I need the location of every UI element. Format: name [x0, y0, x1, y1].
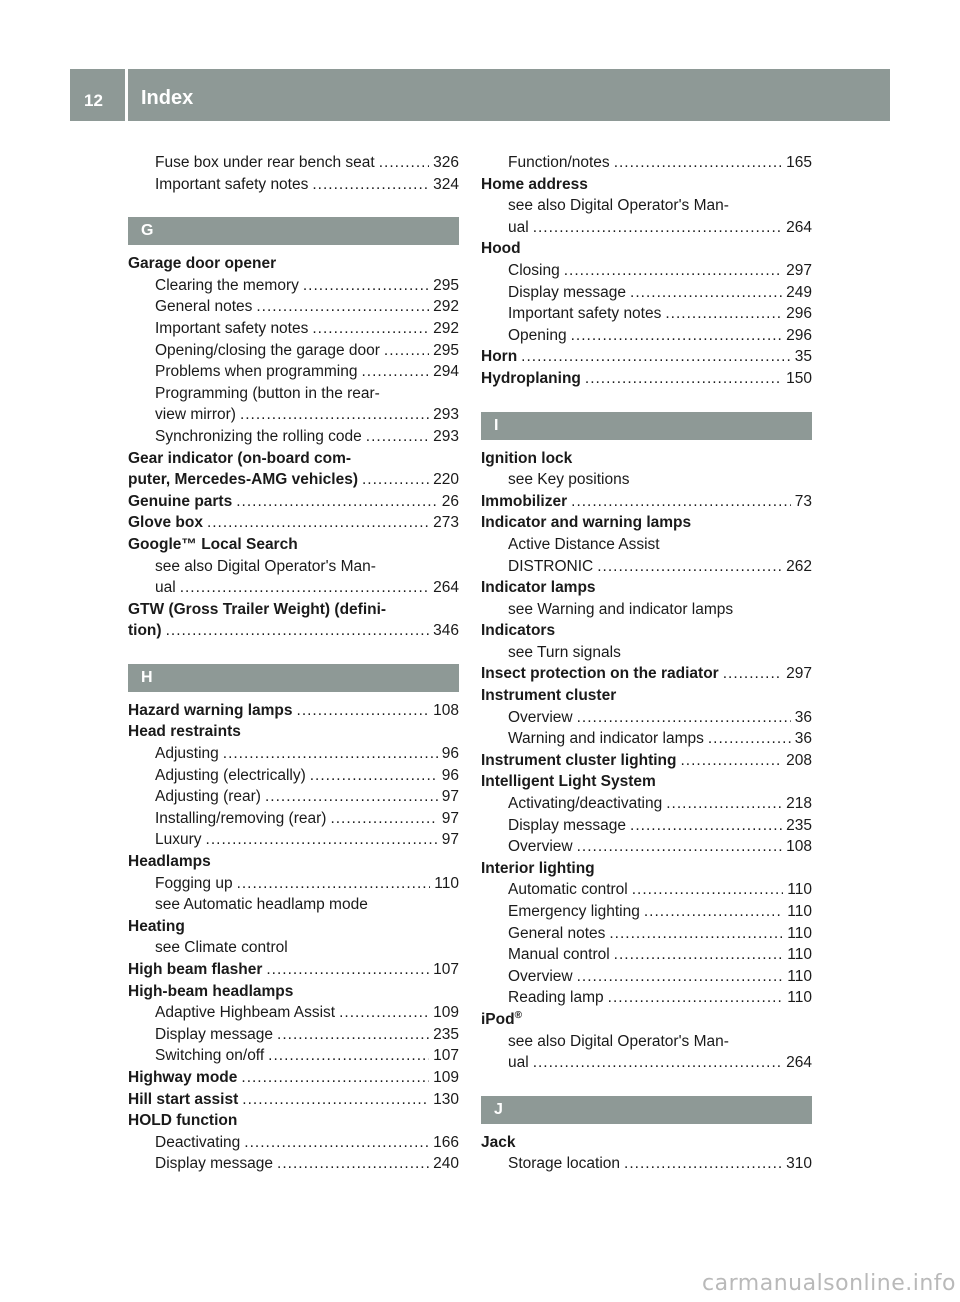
dot-leader [680, 750, 782, 772]
dot-leader [564, 260, 782, 282]
entry-label: Luxury [155, 831, 202, 849]
entry-label: Display message [508, 816, 627, 834]
registered-mark: ® [514, 1009, 522, 1021]
index-subentry [481, 944, 812, 966]
dot-leader [630, 282, 782, 304]
entry-label: High beam flasher [128, 961, 263, 978]
entry-label: Emergency lighting [508, 903, 640, 920]
entry-label: Hood [481, 240, 521, 258]
entry-label: Switching on/off [155, 1047, 265, 1065]
entry-label: Activating/deactivating [508, 795, 663, 813]
entry-label: Deactivating [155, 1133, 241, 1151]
index-subentry [128, 1153, 459, 1175]
entry-label: Indicator lamps [481, 579, 596, 597]
entry-label: Warning and indicator lamps [508, 730, 704, 748]
entry-label: view mirror) [155, 406, 236, 424]
dot-leader [614, 944, 784, 966]
index-subentry [128, 1045, 459, 1067]
entry-page: 297 [786, 665, 812, 683]
index-entry [481, 491, 812, 513]
dot-leader [571, 491, 791, 513]
index-subentry [481, 793, 812, 815]
index-entry [128, 721, 459, 743]
entry-page: 35 [794, 348, 812, 366]
entry-page: 262 [786, 557, 812, 575]
entry-label: Glove box [128, 514, 203, 532]
entry-label: Fuse box under rear bench seat [155, 154, 375, 171]
entry-label: Active Distance Assist [508, 535, 660, 553]
entry-label: Hazard warning lamps [128, 701, 293, 719]
entry-page: 324 [433, 175, 459, 193]
index-subentry [481, 1052, 812, 1074]
entry-page: 96 [441, 766, 459, 784]
index-subentry [481, 728, 812, 750]
index-subentry [481, 195, 812, 217]
index-subentry [481, 1031, 812, 1053]
entry-label: Important safety notes [155, 175, 309, 193]
index-subentry [128, 786, 459, 808]
entry-page: 110 [787, 881, 812, 899]
dot-leader [266, 959, 429, 981]
index-subentry [481, 217, 812, 239]
index-subentry [481, 260, 812, 282]
entry-label: ual [508, 1054, 529, 1072]
dot-leader [577, 966, 784, 988]
entry-label: Adjusting [155, 745, 219, 763]
index-entry [481, 238, 812, 260]
section-letter-j: J [481, 1096, 812, 1124]
entry-page: 295 [433, 276, 459, 294]
index-subentry [481, 836, 812, 858]
entry-label: Overview [508, 708, 573, 726]
entry-label: Gear indicator (on-board com- [128, 449, 352, 467]
dot-leader [533, 217, 782, 239]
entry-label: Adjusting (electrically) [155, 766, 306, 784]
entry-page: 108 [433, 701, 459, 719]
index-subentry [128, 873, 459, 895]
dot-leader [608, 987, 784, 1009]
entry-label: Adaptive Highbeam Assist [155, 1004, 336, 1022]
entry-label: Overview [508, 838, 573, 856]
entry-page: 208 [786, 751, 812, 769]
entry-label: Heating [128, 917, 185, 935]
entry-page: 109 [433, 1004, 459, 1022]
index-entry [481, 663, 812, 685]
index-subentry [481, 599, 812, 621]
dot-leader [277, 1153, 429, 1175]
index-subentry [481, 707, 812, 729]
index-subentry [128, 808, 459, 830]
entry-label: Google™ Local Search [128, 535, 298, 553]
index-entry [128, 1110, 459, 1132]
entry-page: 293 [433, 406, 459, 424]
entry-label: Insect protection on the radiator [481, 665, 719, 683]
index-entry [481, 448, 812, 470]
dot-leader [609, 923, 783, 945]
entry-page: 264 [786, 1054, 812, 1072]
entry-page: 107 [433, 961, 459, 978]
entry-page: 326 [433, 154, 459, 171]
index-subentry [128, 174, 459, 196]
index-subentry [128, 577, 459, 599]
entry-label: Head restraints [128, 723, 241, 741]
entry-page: 110 [787, 924, 812, 942]
index-entry [481, 685, 812, 707]
entry-page: 150 [786, 369, 812, 387]
index-entry [481, 346, 812, 368]
entry-label: Immobilizer [481, 492, 568, 510]
dot-leader [237, 873, 431, 895]
entry-label: Storage location [508, 1155, 621, 1173]
entry-label: ual [508, 218, 529, 236]
entry-label: Manual control [508, 946, 610, 964]
dot-leader [630, 815, 782, 837]
entry-page: 297 [786, 261, 812, 279]
dot-leader [207, 512, 429, 534]
entry-page: 107 [433, 1047, 459, 1065]
index-entry [128, 851, 459, 873]
dot-leader [666, 793, 782, 815]
entry-label: tion) [128, 622, 162, 640]
entry-page: 97 [441, 788, 459, 806]
page-title: Index [141, 87, 194, 109]
entry-label: Synchronizing the rolling code [155, 427, 362, 445]
entry-page: 249 [786, 283, 812, 301]
index-entry [128, 1089, 459, 1111]
entry-label: see Climate control [155, 939, 288, 957]
entry-label: ual [155, 579, 176, 597]
index-entry [128, 981, 459, 1003]
dot-leader [361, 361, 429, 383]
dot-leader [339, 1002, 429, 1024]
entry-page: 294 [433, 363, 459, 381]
index-subentry [128, 894, 459, 916]
entry-label: HOLD function [128, 1112, 238, 1130]
entry-label: High-beam headlamps [128, 982, 294, 1000]
entry-label: Problems when programming [155, 363, 358, 381]
index-subentry [128, 361, 459, 383]
dot-leader [312, 174, 429, 196]
header-separator [125, 69, 128, 121]
index-subentry [481, 642, 812, 664]
dot-leader [265, 786, 438, 808]
entry-page: 109 [433, 1068, 459, 1086]
watermark: carmanualsonline.info [702, 1271, 956, 1296]
index-entry [481, 512, 812, 534]
index-subentry [481, 901, 812, 923]
index-entry [128, 448, 459, 470]
index-subentry [128, 152, 459, 174]
entry-label: see also Digital Operator's Man- [155, 557, 376, 575]
index-subentry [481, 556, 812, 578]
index-entry [481, 1009, 812, 1031]
index-entry [481, 1132, 812, 1154]
index-entry [481, 577, 812, 599]
dot-leader [577, 707, 791, 729]
entry-label: Genuine parts [128, 492, 233, 510]
entry-page: 36 [794, 730, 812, 748]
index-entry [481, 858, 812, 880]
index-entry [128, 916, 459, 938]
section-letter-i: I [481, 412, 812, 440]
index-subentry [128, 765, 459, 787]
entry-label: Display message [508, 283, 627, 301]
dot-leader [577, 836, 783, 858]
entry-page: 97 [441, 831, 459, 849]
entry-label: Opening [508, 326, 567, 344]
index-subentry [128, 743, 459, 765]
entry-page: 235 [433, 1025, 459, 1043]
index-entry [481, 620, 812, 642]
dot-leader [223, 743, 438, 765]
entry-page: 36 [794, 708, 812, 726]
entry-label: Indicator and warning lamps [481, 514, 692, 532]
entry-label: iPod® [481, 1009, 522, 1028]
index-entry [128, 534, 459, 556]
entry-label: Important safety notes [155, 319, 309, 337]
index-entry [128, 1067, 459, 1089]
index-subentry [481, 282, 812, 304]
dot-leader [571, 325, 783, 347]
index-entry [481, 368, 812, 390]
entry-page: 110 [434, 874, 459, 892]
entry-label: Headlamps [128, 853, 211, 871]
entry-page: 110 [787, 903, 812, 920]
entry-label: Opening/closing the garage door [155, 341, 380, 359]
index-entry [128, 700, 459, 722]
entry-label: Display message [155, 1155, 274, 1173]
entry-page: 292 [433, 298, 459, 316]
index-subentry [128, 296, 459, 318]
dot-leader [597, 556, 782, 578]
dot-leader [379, 152, 429, 174]
entry-label: Hill start assist [128, 1090, 239, 1108]
index-subentry [481, 879, 812, 901]
entry-page: 73 [794, 492, 812, 510]
index-subentry [481, 534, 812, 556]
dot-leader [384, 340, 429, 362]
entry-label: see Key positions [508, 471, 630, 489]
entry-label: Interior lighting [481, 859, 595, 877]
entry-label: Jack [481, 1133, 516, 1151]
entry-label: Instrument cluster lighting [481, 751, 677, 769]
index-entry [128, 599, 459, 621]
entry-label: Indicators [481, 622, 556, 640]
index-column-left [128, 152, 459, 1175]
index-subentry [128, 1132, 459, 1154]
index-subentry [128, 318, 459, 340]
index-subentry [481, 152, 812, 174]
dot-leader [632, 879, 784, 901]
dot-leader [362, 469, 429, 491]
index-entry [481, 750, 812, 772]
dot-leader [240, 404, 429, 426]
entry-page: 240 [433, 1155, 459, 1173]
entry-label: Ignition lock [481, 449, 573, 467]
index-subentry [481, 469, 812, 491]
entry-page: 296 [786, 326, 812, 344]
dot-leader [624, 1153, 782, 1175]
dot-leader [297, 700, 430, 722]
entry-page: 110 [787, 967, 812, 985]
index-subentry [128, 383, 459, 405]
entry-label: Automatic control [508, 881, 628, 899]
index-entry [128, 253, 459, 275]
entry-label: Highway mode [128, 1068, 238, 1086]
index-subentry [481, 815, 812, 837]
dot-leader [277, 1024, 429, 1046]
entry-label: Adjusting (rear) [155, 788, 261, 806]
index-subentry [128, 556, 459, 578]
entry-page: 264 [433, 579, 459, 597]
entry-page: 273 [433, 514, 459, 532]
index-entry [128, 959, 459, 981]
dot-leader [533, 1052, 782, 1074]
dot-leader [206, 829, 438, 851]
index-entry [128, 469, 459, 491]
entry-page: 97 [441, 809, 459, 827]
index-subentry [128, 340, 459, 362]
entry-page: 346 [433, 622, 459, 640]
entry-label: Horn [481, 348, 518, 366]
entry-label: Overview [508, 967, 573, 985]
index-subentry [481, 1153, 812, 1175]
index-subentry [481, 966, 812, 988]
entry-label: Display message [155, 1025, 274, 1043]
dot-leader [244, 1132, 429, 1154]
index-subentry [128, 1024, 459, 1046]
page-number: 12 [84, 91, 103, 110]
entry-page: 264 [786, 218, 812, 236]
dot-leader [330, 808, 437, 830]
index-subentry [128, 275, 459, 297]
dot-leader [303, 275, 429, 297]
dot-leader [521, 346, 791, 368]
entry-label: Intelligent Light System [481, 773, 656, 791]
dot-leader [256, 296, 429, 318]
entry-label: DISTRONIC [508, 557, 594, 575]
entry-label: see also Digital Operator's Man- [508, 197, 729, 215]
section-letter-g: G [128, 217, 459, 245]
entry-page: 165 [786, 154, 812, 171]
index-entry [481, 174, 812, 196]
entry-label: Instrument cluster [481, 687, 617, 705]
dot-leader [366, 426, 429, 448]
entry-label: see Automatic headlamp mode [155, 896, 368, 914]
dot-leader [614, 152, 782, 174]
index-subentry [481, 303, 812, 325]
dot-leader [585, 368, 782, 390]
entry-page: 110 [787, 946, 812, 964]
entry-label: see Turn signals [508, 643, 621, 661]
section-letter-h: H [128, 664, 459, 692]
entry-label: see Warning and indicator lamps [508, 600, 734, 618]
index-subentry [128, 937, 459, 959]
index-entry [128, 512, 459, 534]
index-subentry [481, 987, 812, 1009]
dot-leader [180, 577, 429, 599]
entry-label: Hydroplaning [481, 369, 581, 387]
entry-label: Installing/removing (rear) [155, 809, 327, 827]
dot-leader [312, 318, 429, 340]
entry-page: 110 [787, 989, 812, 1007]
entry-page: 220 [433, 471, 459, 489]
dot-leader [644, 901, 783, 923]
entry-label: Important safety notes [508, 305, 662, 323]
entry-label: Home address [481, 175, 588, 193]
dot-leader [241, 1067, 429, 1089]
entry-page: 292 [433, 319, 459, 337]
entry-label: Closing [508, 261, 560, 279]
entry-page: 218 [786, 795, 812, 813]
entry-page: 130 [433, 1090, 459, 1108]
entry-label: General notes [155, 298, 253, 316]
index-entry [481, 771, 812, 793]
entry-page: 310 [786, 1155, 812, 1173]
index-subentry [128, 404, 459, 426]
entry-label: GTW (Gross Trailer Weight) (defini- [128, 600, 387, 618]
index-subentry [481, 325, 812, 347]
index-entry [128, 491, 459, 513]
entry-label: see also Digital Operator's Man- [508, 1032, 729, 1050]
entry-label: puter, Mercedes-AMG vehicles) [128, 471, 358, 489]
dot-leader [310, 765, 438, 787]
dot-leader [242, 1089, 429, 1111]
index-subentry [481, 923, 812, 945]
dot-leader [723, 663, 782, 685]
entry-label: General notes [508, 924, 606, 942]
entry-label: Garage door opener [128, 255, 277, 273]
entry-label: Reading lamp [508, 989, 604, 1007]
entry-page: 108 [786, 838, 812, 856]
dot-leader [236, 491, 438, 513]
entry-page: 235 [786, 816, 812, 834]
entry-label: Function/notes [508, 154, 610, 171]
dot-leader [708, 728, 791, 750]
index-subentry [128, 829, 459, 851]
index-subentry [128, 426, 459, 448]
entry-page: 293 [433, 427, 459, 445]
dot-leader [665, 303, 782, 325]
entry-label: Clearing the memory [155, 276, 299, 294]
entry-page: 166 [433, 1133, 459, 1151]
dot-leader [166, 620, 430, 642]
entry-page: 96 [441, 745, 459, 763]
entry-label: Programming (button in the rear- [155, 384, 380, 402]
entry-page: 26 [441, 492, 459, 510]
dot-leader [268, 1045, 429, 1067]
entry-page: 295 [433, 341, 459, 359]
index-column-right [481, 152, 812, 1175]
index-subentry [128, 1002, 459, 1024]
entry-page: 296 [786, 305, 812, 323]
entry-label: Fogging up [155, 874, 233, 892]
index-entry [128, 620, 459, 642]
